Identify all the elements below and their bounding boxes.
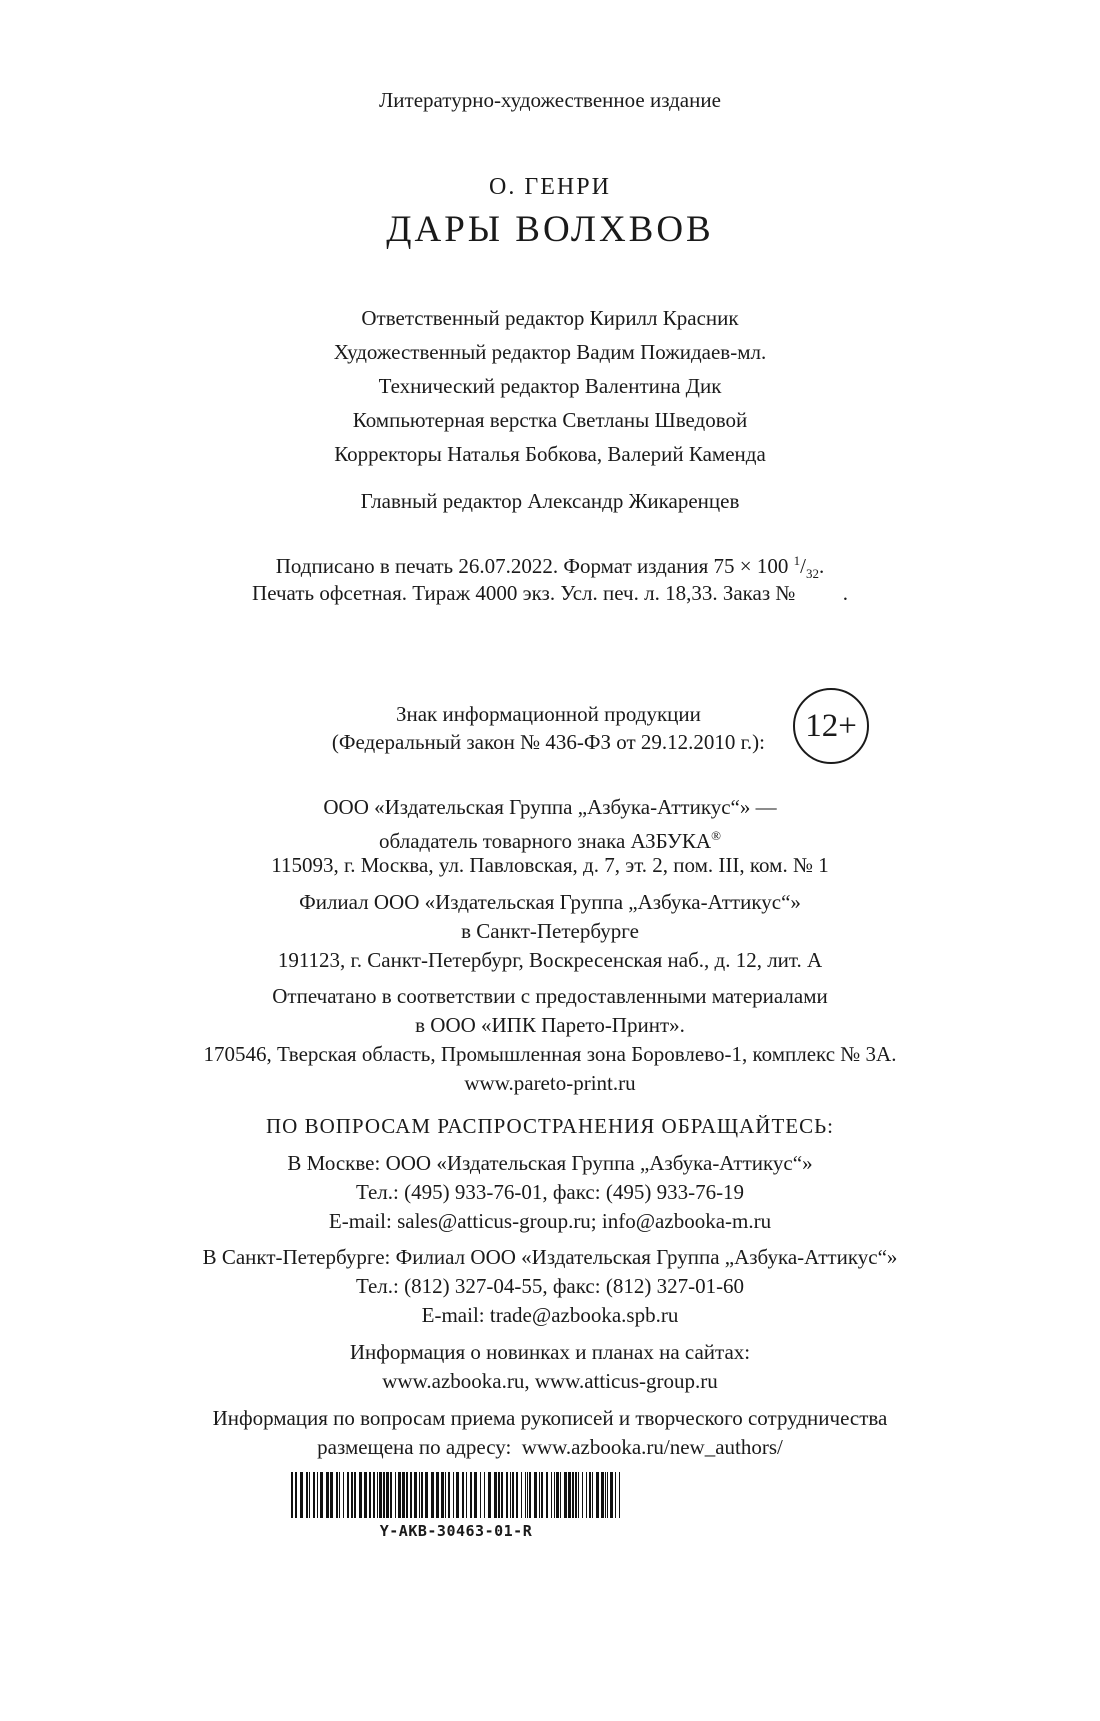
barcode-bar [578, 1472, 579, 1518]
manuscripts-line-2: размещена по адресу: www.azbooka.ru/new_authors/ [317, 1435, 783, 1459]
printer-line-2: в ООО «ИПК Парето-Принт». [415, 1013, 685, 1037]
barcode-bar [610, 1472, 613, 1518]
barcode-bar [373, 1472, 375, 1518]
barcode-bar [596, 1472, 599, 1518]
print-info-end: . [819, 554, 825, 578]
manuscripts-line-1: Информация по вопросам приема рукописей и творческого сотрудничества [212, 1406, 888, 1430]
barcode-bar [419, 1472, 420, 1518]
barcode-bar [546, 1472, 548, 1518]
barcode-bar [470, 1472, 472, 1518]
author-name: О. ГЕНРИ [489, 174, 611, 200]
barcode-bar [619, 1472, 620, 1518]
barcode-bar [529, 1472, 531, 1518]
barcode-bar [586, 1472, 587, 1518]
distribution-spb-email: E-mail: trade@azbooka.spb.ru [421, 1303, 679, 1327]
barcode-bar [615, 1472, 616, 1518]
age-rating-badge: 12+ [793, 688, 869, 764]
barcode-bar [607, 1472, 608, 1518]
distribution-moscow-phone: Тел.: (495) 933-76-01, факс: (495) 933-76-19 [355, 1180, 745, 1204]
barcode-bar [512, 1472, 514, 1518]
barcode-bar [539, 1472, 540, 1518]
barcode-bar [480, 1472, 481, 1518]
barcode-bar [448, 1472, 450, 1518]
barcode-bar [510, 1472, 511, 1518]
publisher-line-1: ООО «Издательская Группа „Азбука-Аттикус“» — [323, 795, 777, 819]
barcode-bar [601, 1472, 604, 1518]
barcode-bar [592, 1472, 593, 1518]
barcode-bar [474, 1472, 477, 1518]
barcode-bar [414, 1472, 417, 1518]
staff-line-3: Технический редактор Валентина Дик [378, 374, 722, 398]
barcode-bar [351, 1472, 353, 1518]
barcode-bar [383, 1472, 385, 1518]
branch-address: 191123, г. Санкт-Петербург, Воскресенская наб., д. 12, лит. А [277, 948, 823, 972]
barcode-bar [425, 1472, 428, 1518]
format-denominator: 32 [806, 566, 819, 582]
barcode-bar [410, 1472, 412, 1518]
age-rating-label-line-1: Знак информационной продукции [395, 702, 701, 726]
format-numerator: 1 [793, 553, 801, 568]
barcode-bar [494, 1472, 497, 1518]
staff-line-5: Корректоры Наталья Бобкова, Валерий Каменда [334, 442, 766, 466]
barcode-bar [369, 1472, 371, 1518]
barcode-bar [313, 1472, 315, 1518]
barcode-bar [309, 1472, 310, 1518]
barcode-bar [525, 1472, 526, 1518]
news-line-2: www.azbooka.ru, www.atticus-group.ru [382, 1369, 718, 1393]
barcode-bar [506, 1472, 508, 1518]
barcode-bar [488, 1472, 491, 1518]
print-info-text: Подписано в печать 26.07.2022. Формат издания 75 × 100 [275, 554, 794, 578]
barcode-bar [386, 1472, 389, 1518]
barcode-bar [551, 1472, 552, 1518]
barcode-bar [556, 1472, 559, 1518]
barcode-bar [402, 1472, 405, 1518]
barcode-bar [343, 1472, 344, 1518]
barcode-bar [554, 1472, 555, 1518]
barcode-code: Y-AKB-30463-01-R [379, 1522, 533, 1540]
barcode-bar [501, 1472, 503, 1518]
barcode-bar [320, 1472, 323, 1518]
barcode-bar [436, 1472, 439, 1518]
barcode-bar [317, 1472, 318, 1518]
barcode-bar [431, 1472, 434, 1518]
barcode-bar [527, 1472, 528, 1518]
distribution-moscow-email: E-mail: sales@atticus-group.ru; info@azbooka-m.ru [328, 1209, 772, 1233]
barcode-bar [306, 1472, 308, 1518]
barcode-bar [453, 1472, 454, 1518]
barcode-bar [589, 1472, 591, 1518]
barcode [291, 1472, 621, 1518]
barcode-bar [575, 1472, 577, 1518]
barcode-bar [421, 1472, 423, 1518]
edition-type: Литературно-художественное издание [379, 88, 721, 112]
printer-website: www.pareto-print.ru [464, 1071, 636, 1095]
barcode-bar [377, 1472, 378, 1518]
format-slash: / [800, 554, 806, 578]
barcode-bar [466, 1472, 467, 1518]
age-rating-row [0, 688, 1100, 768]
barcode-bar [336, 1472, 338, 1518]
barcode-bar [364, 1472, 367, 1518]
chief-editor: Главный редактор Александр Жикаренцев [360, 489, 740, 513]
barcode-bar [582, 1472, 583, 1518]
barcode-bar [445, 1472, 446, 1518]
barcode-bar [395, 1472, 396, 1518]
staff-line-1: Ответственный редактор Кирилл Красник [361, 306, 739, 330]
staff-line-4: Компьютерная верстка Светланы Шведовой [352, 408, 748, 432]
barcode-bar [330, 1472, 333, 1518]
barcode-bar [516, 1472, 518, 1518]
branch-line-2: в Санкт-Петербурге [461, 919, 639, 943]
printer-line-1: Отпечатано в соответствии с предоставленными материалами [272, 984, 828, 1008]
barcode-bar [300, 1472, 303, 1518]
barcode-bar [295, 1472, 297, 1518]
barcode-bar [441, 1472, 444, 1518]
registered-mark: ® [711, 828, 721, 843]
barcode-bar [462, 1472, 464, 1518]
news-line-1: Информация о новинках и планах на сайтах: [349, 1340, 751, 1364]
barcode-bar [379, 1472, 382, 1518]
barcode-bar [541, 1472, 543, 1518]
distribution-heading: ПО ВОПРОСАМ РАСПРОСТРАНЕНИЯ ОБРАЩАЙТЕСЬ: [266, 1114, 834, 1138]
barcode-bar [456, 1472, 459, 1518]
distribution-moscow: В Москве: ООО «Издательская Группа „Азбука-Аттикус“» [287, 1151, 813, 1175]
distribution-spb: В Санкт-Петербурге: Филиал ООО «Издательская Группа „Азбука-Аттикус“» [202, 1245, 898, 1269]
barcode-bar [534, 1472, 537, 1518]
barcode-bar [521, 1472, 522, 1518]
barcode-bar [347, 1472, 349, 1518]
barcode-bar [326, 1472, 329, 1518]
age-rating-label-line-2: (Федеральный закон № 436-ФЗ от 29.12.2010 г.): [331, 730, 765, 754]
barcode-bar [390, 1472, 392, 1518]
barcode-bar [484, 1472, 485, 1518]
book-title: ДАРЫ ВОЛХВОВ [386, 209, 714, 250]
barcode-bar [291, 1472, 293, 1518]
barcode-bar [339, 1472, 340, 1518]
barcode-bar [359, 1472, 362, 1518]
distribution-spb-phone: Тел.: (812) 327-04-55, факс: (812) 327-01-60 [355, 1274, 745, 1298]
barcode-bar [605, 1472, 606, 1518]
staff-line-2: Художественный редактор Вадим Пожидаев-мл. [333, 340, 767, 364]
barcode-bar [572, 1472, 574, 1518]
barcode-bar [398, 1472, 401, 1518]
barcode-bar [498, 1472, 500, 1518]
barcode-bar [568, 1472, 571, 1518]
publisher-trademark-text: обладатель товарного знака АЗБУКА [379, 829, 712, 853]
barcode-bar [564, 1472, 567, 1518]
barcode-bar [560, 1472, 561, 1518]
age-rating-label [332, 700, 765, 756]
publisher-address: 115093, г. Москва, ул. Павловская, д. 7, эт. 2, пом. III, ком. № 1 [271, 853, 829, 877]
barcode-bar [354, 1472, 356, 1518]
print-info-line-2: Печать офсетная. Тираж 4000 экз. Усл. печ. л. 18,33. Заказ № . [252, 581, 848, 605]
barcode-bar [406, 1472, 408, 1518]
branch-line-1: Филиал ООО «Издательская Группа „Азбука-Аттикус“» [299, 890, 801, 914]
printer-address: 170546, Тверская область, Промышленная зона Боровлево-1, комплекс № 3А. [203, 1042, 897, 1066]
